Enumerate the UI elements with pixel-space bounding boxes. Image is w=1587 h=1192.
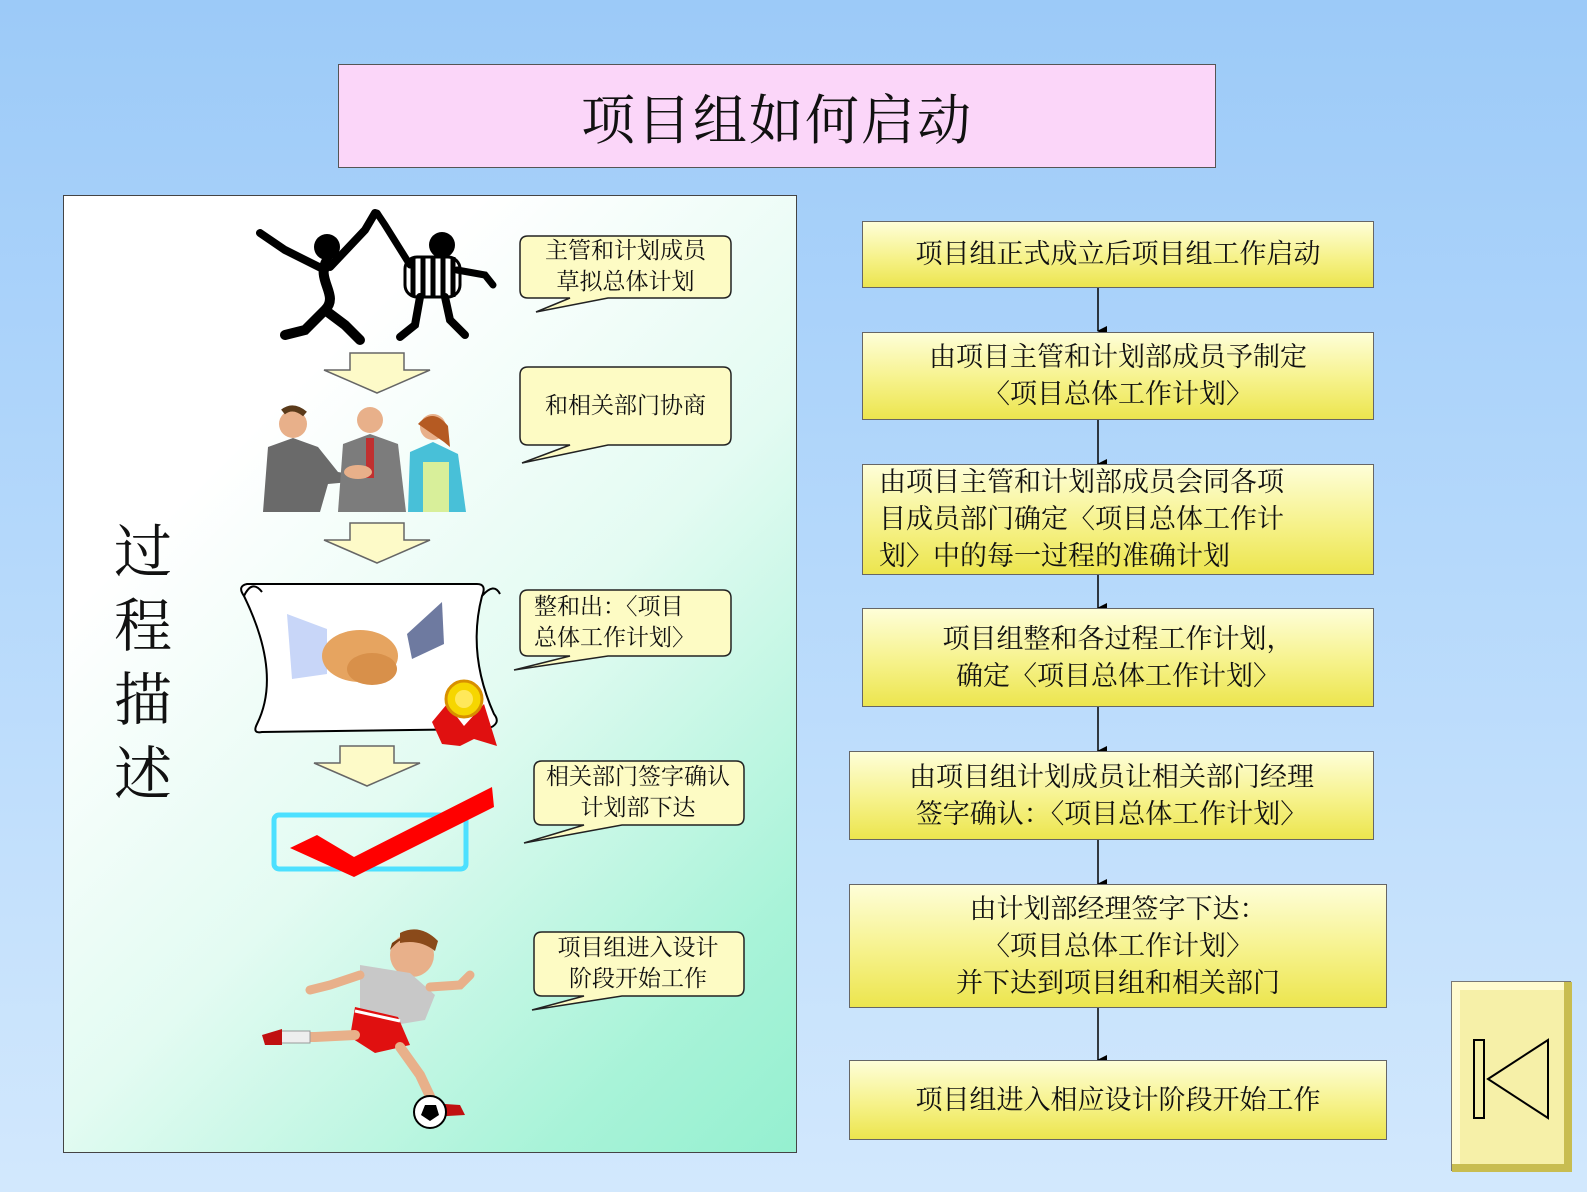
- callout-line: 和相关部门协商: [545, 393, 706, 419]
- flow-step-7: [849, 1060, 1387, 1140]
- back-to-start-icon: [1452, 982, 1572, 1172]
- flow-line: 项目组进入相应设计阶段开始工作: [915, 1084, 1321, 1116]
- side-label-char: 程: [113, 592, 172, 660]
- side-label-char: 过: [113, 518, 172, 586]
- callout-line: 整和出：〈项目: [534, 594, 684, 620]
- flow-step-6: [849, 884, 1387, 1008]
- flow-line: 并下达到项目组和相关部门: [956, 967, 1280, 999]
- flow-step-5: [849, 751, 1374, 840]
- callout-line: 总体工作计划〉: [534, 625, 695, 651]
- flow-line: 由计划部经理签字下达：: [969, 893, 1267, 925]
- side-label-char: 描: [113, 666, 172, 734]
- flow-line: 签字确认：〈项目总体工作计划〉: [915, 798, 1308, 830]
- callout-line: 草拟总体计划: [556, 269, 695, 295]
- callout-line: 计划部下达: [580, 795, 696, 821]
- flow-line: 由项目主管和计划部成员予制定: [929, 342, 1307, 373]
- flow-line: 确定〈项目总体工作计划〉: [956, 660, 1280, 692]
- flow-line: 项目组正式成立后项目组工作启动: [915, 239, 1321, 270]
- callout-line: 相关部门签字确认: [546, 764, 730, 790]
- side-label-char: 述: [113, 740, 172, 808]
- flow-line: 项目组整和各过程工作计划，: [942, 623, 1294, 655]
- back-to-start-button[interactable]: [1451, 981, 1571, 1171]
- flow-line: 〈项目总体工作计划〉: [983, 379, 1253, 410]
- flow-step-4: [862, 608, 1374, 707]
- flow-line: 〈项目总体工作计划〉: [983, 930, 1253, 962]
- flow-step-1: [862, 221, 1374, 288]
- flow-line: 划〉中的每一过程的准确计划: [879, 541, 1230, 572]
- callout-line: 主管和计划成员: [545, 238, 706, 264]
- flow-line: 目成员部门确定〈项目总体工作计: [879, 504, 1284, 535]
- page-title: 项目组如何启动: [338, 64, 1216, 168]
- flow-line: 由项目组计划成员让相关部门经理: [909, 761, 1314, 793]
- flow-line: 由项目主管和计划部成员会同各项: [879, 467, 1284, 498]
- callout-line: 阶段开始工作: [569, 966, 707, 992]
- flow-step-3: [862, 464, 1374, 575]
- flow-step-2: [862, 332, 1374, 420]
- callout-line: 项目组进入设计: [557, 935, 719, 961]
